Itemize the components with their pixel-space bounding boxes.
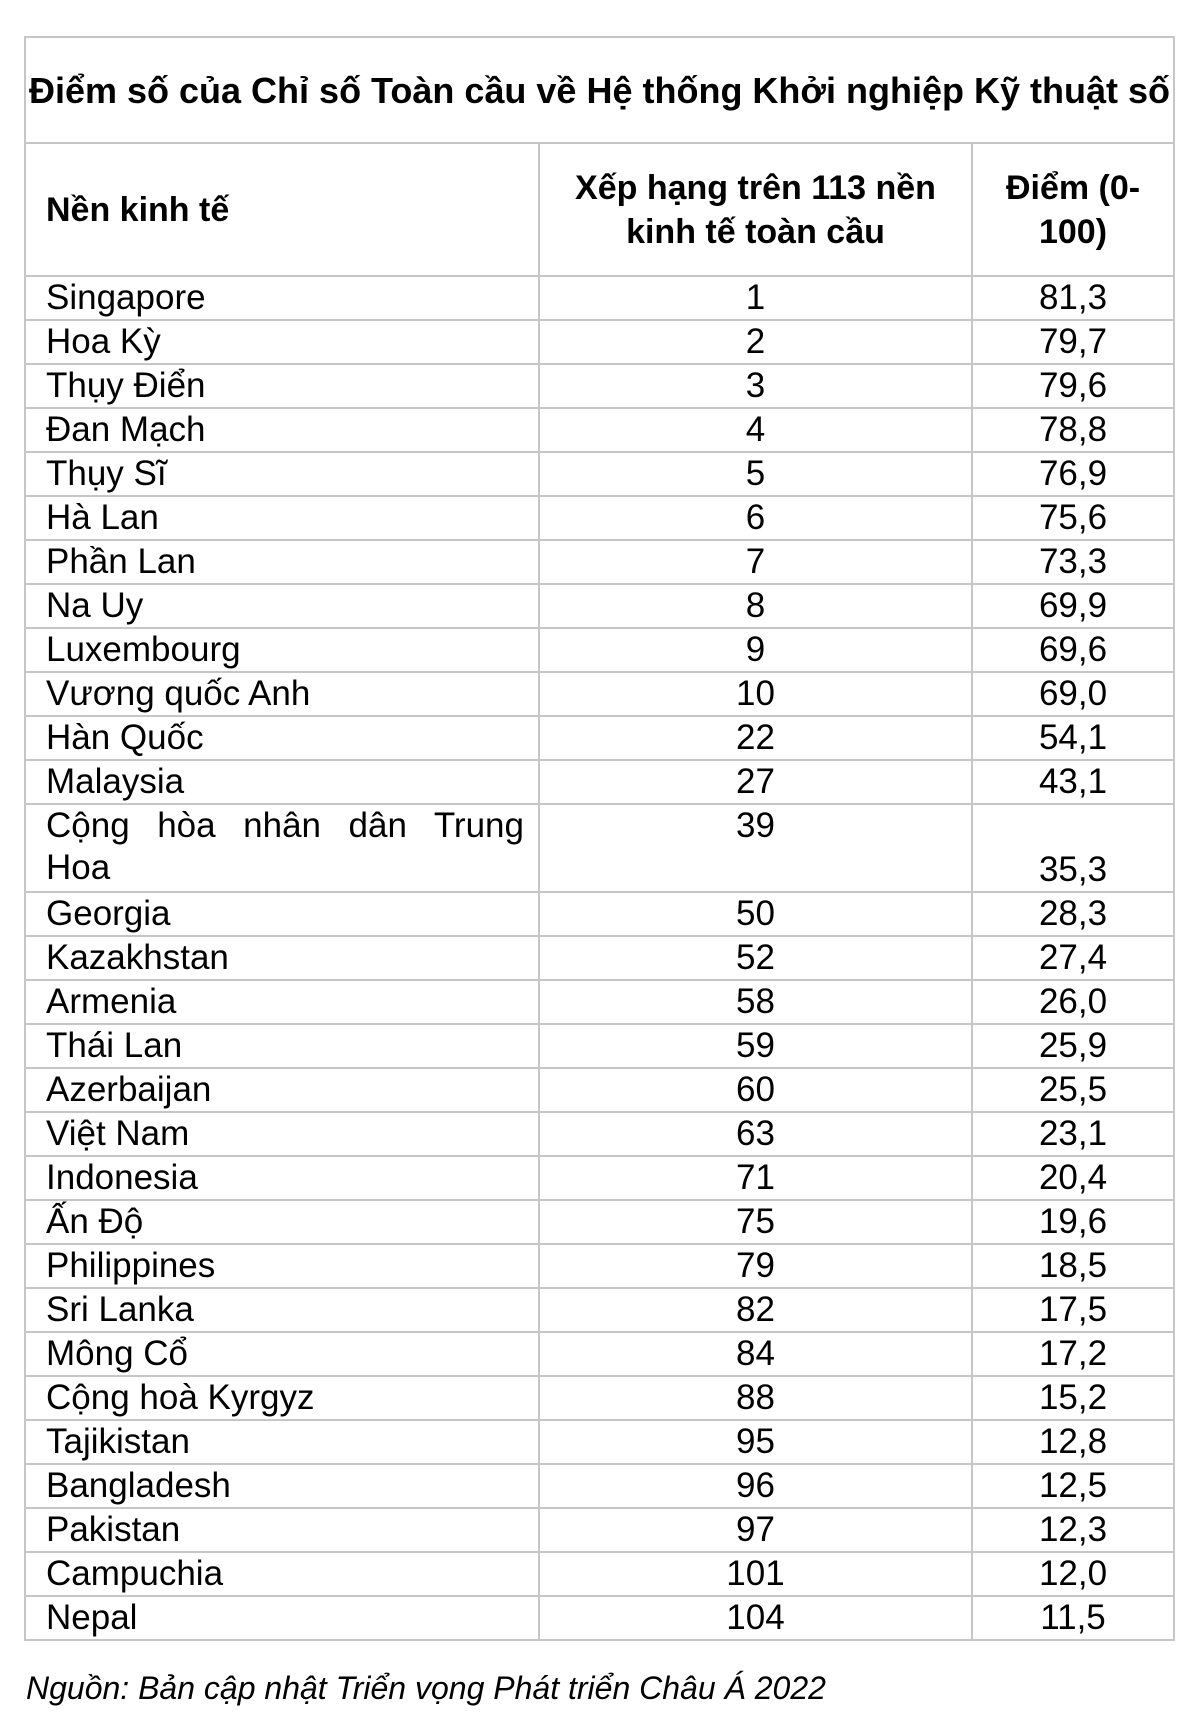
- economy-cell: Việt Nam: [25, 1112, 539, 1156]
- table-row: [25, 496, 1174, 540]
- header-rank: Xếp hạng trên 113 nền kinh tế toàn cầu: [539, 143, 972, 276]
- table-row: [25, 716, 1174, 760]
- table-row: [25, 320, 1174, 364]
- economy-cell: Bangladesh: [25, 1464, 539, 1508]
- rank-cell: 4: [539, 408, 972, 452]
- economy-cell: Tajikistan: [25, 1420, 539, 1464]
- economy-cell: Campuchia: [25, 1552, 539, 1596]
- score-cell: 19,6: [972, 1200, 1174, 1244]
- table-row: [25, 1376, 1174, 1420]
- table-body: [25, 276, 1174, 1640]
- score-cell: 12,5: [972, 1464, 1174, 1508]
- economy-cell: Thụy Sĩ: [25, 452, 539, 496]
- economy-cell: Nepal: [25, 1596, 539, 1640]
- economy-cell: Hàn Quốc: [25, 716, 539, 760]
- score-cell: 17,5: [972, 1288, 1174, 1332]
- table-row: [25, 760, 1174, 804]
- score-cell: 12,0: [972, 1552, 1174, 1596]
- rank-cell: 60: [539, 1068, 972, 1112]
- economy-cell: Malaysia: [25, 760, 539, 804]
- table-row: [25, 804, 1174, 892]
- score-cell: 25,9: [972, 1024, 1174, 1068]
- rank-cell: 3: [539, 364, 972, 408]
- score-cell: 78,8: [972, 408, 1174, 452]
- rank-cell: 59: [539, 1024, 972, 1068]
- rank-cell: 96: [539, 1464, 972, 1508]
- economy-cell: Cộng hoà Kyrgyz: [25, 1376, 539, 1420]
- table-row: [25, 584, 1174, 628]
- economy-cell: Georgia: [25, 892, 539, 936]
- score-cell: 18,5: [972, 1244, 1174, 1288]
- score-cell: 12,8: [972, 1420, 1174, 1464]
- rank-cell: 82: [539, 1288, 972, 1332]
- rank-cell: 10: [539, 672, 972, 716]
- score-cell: 27,4: [972, 936, 1174, 980]
- table-row: [25, 1024, 1174, 1068]
- score-table-container: [24, 36, 1173, 1641]
- table-row: [25, 1112, 1174, 1156]
- rank-cell: 8: [539, 584, 972, 628]
- rank-cell: 22: [539, 716, 972, 760]
- score-cell: 43,1: [972, 760, 1174, 804]
- score-cell: 25,5: [972, 1068, 1174, 1112]
- rank-cell: 2: [539, 320, 972, 364]
- rank-cell: 75: [539, 1200, 972, 1244]
- rank-cell: 71: [539, 1156, 972, 1200]
- score-cell: 69,6: [972, 628, 1174, 672]
- score-cell: 69,9: [972, 584, 1174, 628]
- table-row: [25, 540, 1174, 584]
- economy-cell: Hà Lan: [25, 496, 539, 540]
- score-cell: 81,3: [972, 276, 1174, 320]
- title-row: [25, 37, 1174, 143]
- rank-cell: 52: [539, 936, 972, 980]
- rank-cell: 63: [539, 1112, 972, 1156]
- score-cell: 54,1: [972, 716, 1174, 760]
- table-row: [25, 1200, 1174, 1244]
- table-row: [25, 980, 1174, 1024]
- table-row: [25, 1068, 1174, 1112]
- score-cell: 79,7: [972, 320, 1174, 364]
- economy-cell: Thái Lan: [25, 1024, 539, 1068]
- economy-cell: Sri Lanka: [25, 1288, 539, 1332]
- economy-cell: Đan Mạch: [25, 408, 539, 452]
- score-cell: 28,3: [972, 892, 1174, 936]
- score-cell: 11,5: [972, 1596, 1174, 1640]
- score-cell: 17,2: [972, 1332, 1174, 1376]
- economy-cell: Azerbaijan: [25, 1068, 539, 1112]
- rank-cell: 58: [539, 980, 972, 1024]
- rank-cell: 9: [539, 628, 972, 672]
- rank-cell: 50: [539, 892, 972, 936]
- table-row: [25, 1332, 1174, 1376]
- economy-cell: Na Uy: [25, 584, 539, 628]
- economy-cell: Singapore: [25, 276, 539, 320]
- economy-cell: Mông Cổ: [25, 1332, 539, 1376]
- rank-cell: 84: [539, 1332, 972, 1376]
- score-cell: 20,4: [972, 1156, 1174, 1200]
- rank-cell: 7: [539, 540, 972, 584]
- table-row: [25, 628, 1174, 672]
- table-row: [25, 1508, 1174, 1552]
- score-cell: 12,3: [972, 1508, 1174, 1552]
- score-cell: 75,6: [972, 496, 1174, 540]
- economy-cell: Thụy Điển: [25, 364, 539, 408]
- header-row: [25, 143, 1174, 276]
- score-cell: 15,2: [972, 1376, 1174, 1420]
- economy-cell: Kazakhstan: [25, 936, 539, 980]
- table-row: [25, 1552, 1174, 1596]
- table-row: [25, 892, 1174, 936]
- rank-cell: 27: [539, 760, 972, 804]
- economy-cell: Pakistan: [25, 1508, 539, 1552]
- economy-cell: Philippines: [25, 1244, 539, 1288]
- rank-cell: 95: [539, 1420, 972, 1464]
- table-title: Điểm số của Chỉ số Toàn cầu về Hệ thống Khởi nghiệp Kỹ thuật số: [25, 37, 1174, 143]
- table-row: [25, 1420, 1174, 1464]
- rank-cell: 97: [539, 1508, 972, 1552]
- score-cell: 26,0: [972, 980, 1174, 1024]
- score-cell: 69,0: [972, 672, 1174, 716]
- score-cell: 73,3: [972, 540, 1174, 584]
- score-cell: 35,3: [972, 804, 1174, 892]
- source-note: Nguồn: Bản cập nhật Triển vọng Phát triển Châu Á 2022: [26, 1670, 826, 1706]
- table-row: [25, 1288, 1174, 1332]
- economy-cell: Ấn Độ: [25, 1200, 539, 1244]
- rank-cell: 79: [539, 1244, 972, 1288]
- economy-cell: Armenia: [25, 980, 539, 1024]
- table-row: [25, 936, 1174, 980]
- economy-cell: Phần Lan: [25, 540, 539, 584]
- table-row: [25, 672, 1174, 716]
- table-row: [25, 452, 1174, 496]
- table-row: [25, 364, 1174, 408]
- table-row: [25, 1464, 1174, 1508]
- rank-cell: 101: [539, 1552, 972, 1596]
- rank-cell: 1: [539, 276, 972, 320]
- economy-cell: Luxembourg: [25, 628, 539, 672]
- rank-cell: 39: [539, 804, 972, 892]
- score-table: [24, 36, 1175, 1641]
- score-cell: 23,1: [972, 1112, 1174, 1156]
- economy-cell: Hoa Kỳ: [25, 320, 539, 364]
- score-cell: 79,6: [972, 364, 1174, 408]
- score-cell: 76,9: [972, 452, 1174, 496]
- rank-cell: 6: [539, 496, 972, 540]
- economy-cell: Cộng hòa nhân dân Trung Hoa: [25, 804, 539, 892]
- economy-cell: Indonesia: [25, 1156, 539, 1200]
- economy-cell: Vương quốc Anh: [25, 672, 539, 716]
- table-row: [25, 408, 1174, 452]
- rank-cell: 88: [539, 1376, 972, 1420]
- rank-cell: 5: [539, 452, 972, 496]
- rank-cell: 104: [539, 1596, 972, 1640]
- table-row: [25, 1156, 1174, 1200]
- table-row: [25, 1596, 1174, 1640]
- header-score: Điểm (0-100): [972, 143, 1174, 276]
- header-economy: Nền kinh tế: [25, 143, 539, 276]
- table-row: [25, 1244, 1174, 1288]
- table-row: [25, 276, 1174, 320]
